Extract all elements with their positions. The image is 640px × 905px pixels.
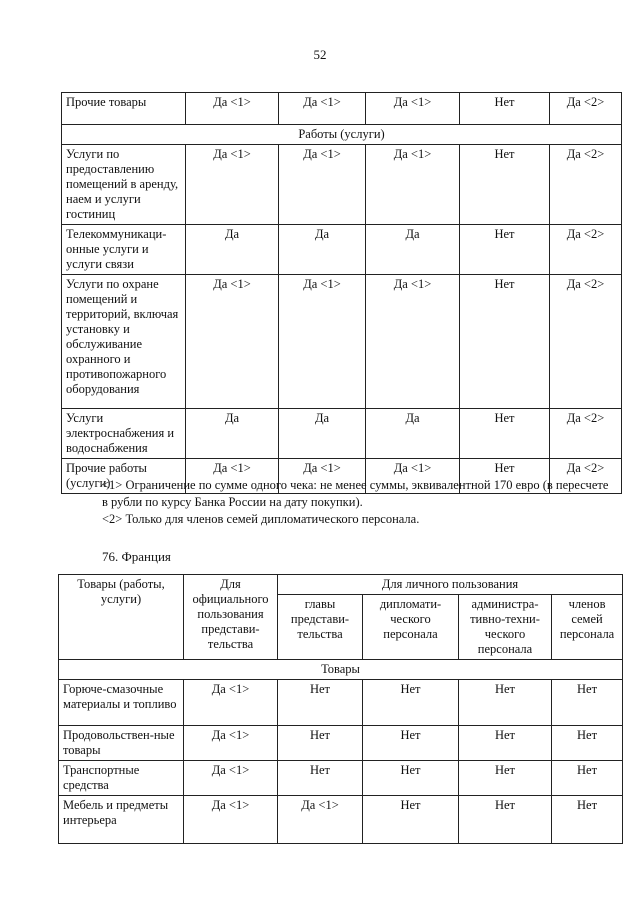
table-cell: Да <2> xyxy=(550,459,622,494)
subheader-family: членов семей персонала xyxy=(552,595,623,660)
row-label: Телекоммуникаци-онные услуги и услуги связи xyxy=(62,225,186,275)
table-cell: Да <1> xyxy=(366,459,460,494)
table-cell: Нет xyxy=(459,726,552,761)
table-cell: Да <1> xyxy=(186,145,279,225)
table-cell: Нет xyxy=(460,275,550,409)
table-cell: Да <1> xyxy=(366,145,460,225)
table-cell: Нет xyxy=(363,680,459,726)
table-row xyxy=(62,145,622,225)
table-cell: Нет xyxy=(363,796,459,844)
table-row xyxy=(59,680,623,726)
table-cell: Нет xyxy=(460,459,550,494)
table-row xyxy=(59,761,623,796)
table-cell: Да <2> xyxy=(550,145,622,225)
header-row xyxy=(59,575,623,595)
table-cell: Нет xyxy=(552,726,623,761)
subheader-diplomatic: дипломати-ческого персонала xyxy=(363,595,459,660)
table-cell: Да <1> xyxy=(184,726,278,761)
table-row xyxy=(59,726,623,761)
table-cell: Да xyxy=(186,409,279,459)
table-cell: Да <1> xyxy=(186,459,279,494)
table-cell: Да xyxy=(366,409,460,459)
table-cell: Да <1> xyxy=(366,93,460,125)
page-number: 52 xyxy=(313,47,327,62)
table-cell: Да <1> xyxy=(279,459,366,494)
row-label: Прочие товары xyxy=(62,93,186,125)
table-cell: Да <1> xyxy=(279,93,366,125)
table-cell: Да <2> xyxy=(550,409,622,459)
group-header-row xyxy=(59,660,623,680)
header-goods: Товары (работы, услуги) xyxy=(59,575,184,660)
table-cell: Нет xyxy=(552,680,623,726)
france-table xyxy=(58,574,623,844)
group-header-row xyxy=(62,125,622,145)
table-cell: Да <1> xyxy=(366,275,460,409)
table-cell: Нет xyxy=(460,145,550,225)
table-cell: Да <1> xyxy=(184,796,278,844)
table-row xyxy=(62,409,622,459)
table-cell: Нет xyxy=(278,761,363,796)
table-cell: Нет xyxy=(459,796,552,844)
table-cell: Да <2> xyxy=(550,93,622,125)
table-cell: Нет xyxy=(552,796,623,844)
table-cell: Да <1> xyxy=(279,145,366,225)
row-label: Транспортные средства xyxy=(59,761,184,796)
row-label: Мебель и предметы интерьера xyxy=(59,796,184,844)
footnotes xyxy=(102,477,612,528)
row-label: Услуги электроснабжения и водоснабжения xyxy=(62,409,186,459)
table-cell: Нет xyxy=(363,761,459,796)
table-cell: Нет xyxy=(278,726,363,761)
table-cell: Да <1> xyxy=(184,761,278,796)
table-cell: Нет xyxy=(460,409,550,459)
table-cell: Нет xyxy=(552,761,623,796)
table-cell: Да <2> xyxy=(550,225,622,275)
section-heading: 76. Франция xyxy=(102,549,171,564)
group-header: Товары xyxy=(59,660,623,680)
table-cell: Да <1> xyxy=(279,275,366,409)
table-cell: Да xyxy=(279,225,366,275)
table-cell: Да xyxy=(186,225,279,275)
row-label: Горюче-смазочные материалы и топливо xyxy=(59,680,184,726)
table-cell: Да <1> xyxy=(184,680,278,726)
table-row xyxy=(62,225,622,275)
row-label: Прочие работы (услуги) xyxy=(62,459,186,494)
table-cell: Да xyxy=(366,225,460,275)
table-cell: Да <1> xyxy=(186,275,279,409)
table-cell: Да <1> xyxy=(186,93,279,125)
table-cell: Да <1> xyxy=(278,796,363,844)
services-table xyxy=(61,92,622,494)
table-row xyxy=(62,93,622,125)
table-row xyxy=(62,275,622,409)
table-cell: Нет xyxy=(459,761,552,796)
header-personal-use: Для личного пользования xyxy=(278,575,623,595)
footnote-2: <2> Только для членов семей дипломатического персонала. xyxy=(102,512,420,526)
table-cell: Нет xyxy=(460,93,550,125)
table-cell: Да xyxy=(279,409,366,459)
table-cell: Нет xyxy=(460,225,550,275)
row-label: Услуги по предоставлению помещений в аренду, наем и услуги гостиниц xyxy=(62,145,186,225)
group-header: Работы (услуги) xyxy=(62,125,622,145)
table-cell: Нет xyxy=(363,726,459,761)
table-cell: Да <2> xyxy=(550,275,622,409)
table-cell: Нет xyxy=(459,680,552,726)
subheader-head: главы представи-тельства xyxy=(278,595,363,660)
subheader-admin: администра-тивно-техни-ческого персонала xyxy=(459,595,552,660)
table-row xyxy=(59,796,623,844)
table-cell: Нет xyxy=(278,680,363,726)
row-label: Продовольствен-ные товары xyxy=(59,726,184,761)
header-official-use: Для официального пользования представи-тельства xyxy=(184,575,278,660)
row-label: Услуги по охране помещений и территорий, включая установку и обслуживание охранного и противопожарного оборудования xyxy=(62,275,186,409)
footnote-1: <1> Ограничение по сумме одного чека: не менее суммы, эквивалентной 170 евро (в пересчете в рубли по курсу Банка России на дату покупки). xyxy=(102,478,609,509)
